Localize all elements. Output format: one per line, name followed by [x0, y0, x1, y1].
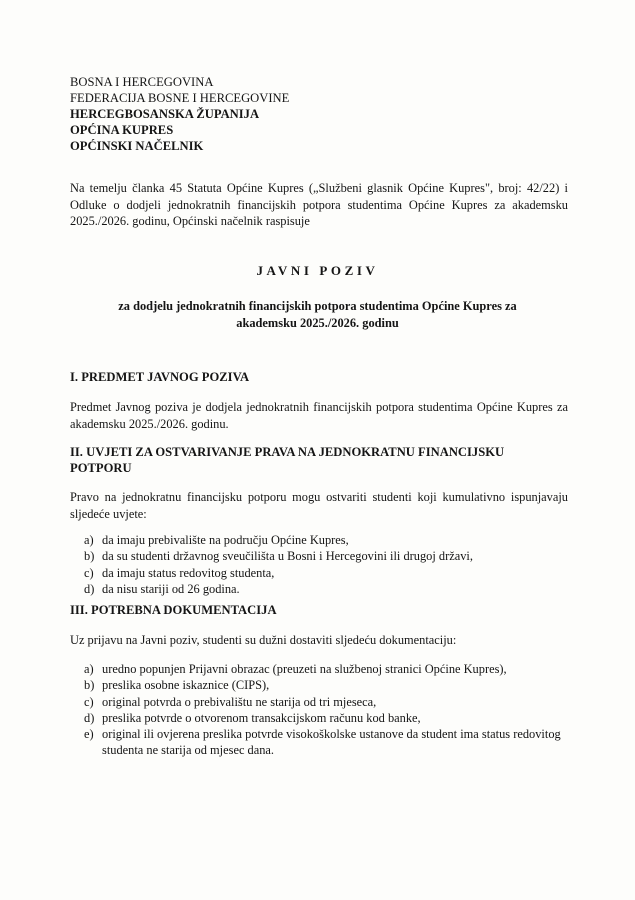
list-item-text: preslika potvrde o otvorenom transakcijskom računu kod banke, [102, 710, 421, 725]
list-item [84, 677, 569, 693]
header-mayor: OPĆINSKI NAČELNIK [70, 139, 204, 153]
list-item-letter: b) [84, 678, 95, 693]
list-item-text: original ili ovjerena preslika potvrde visokoškolske ustanove da student ima status redovitog studenta ne starija od mjesec dana. [102, 727, 561, 758]
section-3-heading: III. POTREBNA DOKUMENTACIJA [70, 603, 277, 617]
list-item-text: uredno popunjen Prijavni obrazac (preuzeti na službenoj stranici Općine Kupres), [102, 662, 507, 676]
section-1-heading: I. PREDMET JAVNOG POZIVA [70, 370, 250, 384]
header-country: BOSNA I HERCEGOVINA [70, 75, 214, 89]
list-item-letter: a) [84, 533, 94, 547]
section-1-text: Predmet Javnog poziva je dodjela jednokratnih financijskih potpora studentima Općine Kupres za akademsku 2025./2026. godinu. [70, 400, 568, 431]
section-2-text: Pravo na jednokratnu financijsku potporu mogu ostvariti studenti koji kumulativno ispunjavaju sljedeće uvjete: [70, 490, 568, 521]
documents-list [84, 661, 569, 759]
list-item [84, 710, 569, 726]
list-item-letter: d) [84, 581, 95, 596]
list-item-text: preslika osobne iskaznice (CIPS), [102, 678, 270, 693]
intro-paragraph: Na temelju članka 45 Statuta Općine Kupres („Službeni glasnik Općine Kupres", broj: 42/22) i Odluke o dodjeli jednokratnih financijskih potpora studentima Općine Kupres za akademsku 2025./2026. godinu, Općinski načelnik raspisuje [70, 181, 568, 228]
list-item [84, 581, 569, 597]
list-item-letter: a) [84, 662, 94, 676]
list-item-text: da imaju status redovitog studenta, [102, 565, 275, 580]
list-item-letter: d) [84, 710, 95, 725]
list-item-text: original potvrda o prebivalištu ne starija od tri mjeseca, [102, 694, 377, 709]
list-item [84, 548, 569, 564]
list-item-letter: c) [84, 694, 94, 709]
list-item-letter: c) [84, 565, 94, 580]
header-municipality: OPĆINA KUPRES [70, 123, 174, 137]
issuer-header [70, 74, 289, 154]
list-item [84, 532, 569, 548]
list-item [84, 565, 569, 581]
section-3-text: Uz prijavu na Javni poziv, studenti su dužni dostaviti sljedeću dokumentaciju: [70, 633, 457, 647]
document-subtitle: za dodjelu jednokratnih financijskih potpora studentima Općine Kupres za akademsku 2025./2026. godinu [118, 299, 517, 330]
list-item-text: da imaju prebivalište na području Općine Kupres, [102, 533, 349, 547]
list-item [84, 694, 569, 710]
list-item [84, 726, 569, 759]
section-2-heading: II. UVJETI ZA OSTVARIVANJE PRAVA NA JEDNOKRATNU FINANCIJSKU POTPORU [70, 445, 505, 475]
conditions-list [84, 532, 569, 597]
list-item [84, 661, 569, 677]
list-item-letter: e) [84, 727, 94, 742]
header-county: HERCEGBOSANSKA ŽUPANIJA [70, 107, 260, 121]
list-item-text: da nisu stariji od 26 godina. [102, 581, 240, 596]
list-item-text: da su studenti državnog sveučilišta u Bosni i Hercegovini ili drugoj državi, [102, 549, 473, 564]
list-item-letter: b) [84, 549, 95, 564]
header-federation: FEDERACIJA BOSNE I HERCEGOVINE [70, 91, 290, 105]
document-title: JAVNI POZIV [256, 263, 379, 278]
